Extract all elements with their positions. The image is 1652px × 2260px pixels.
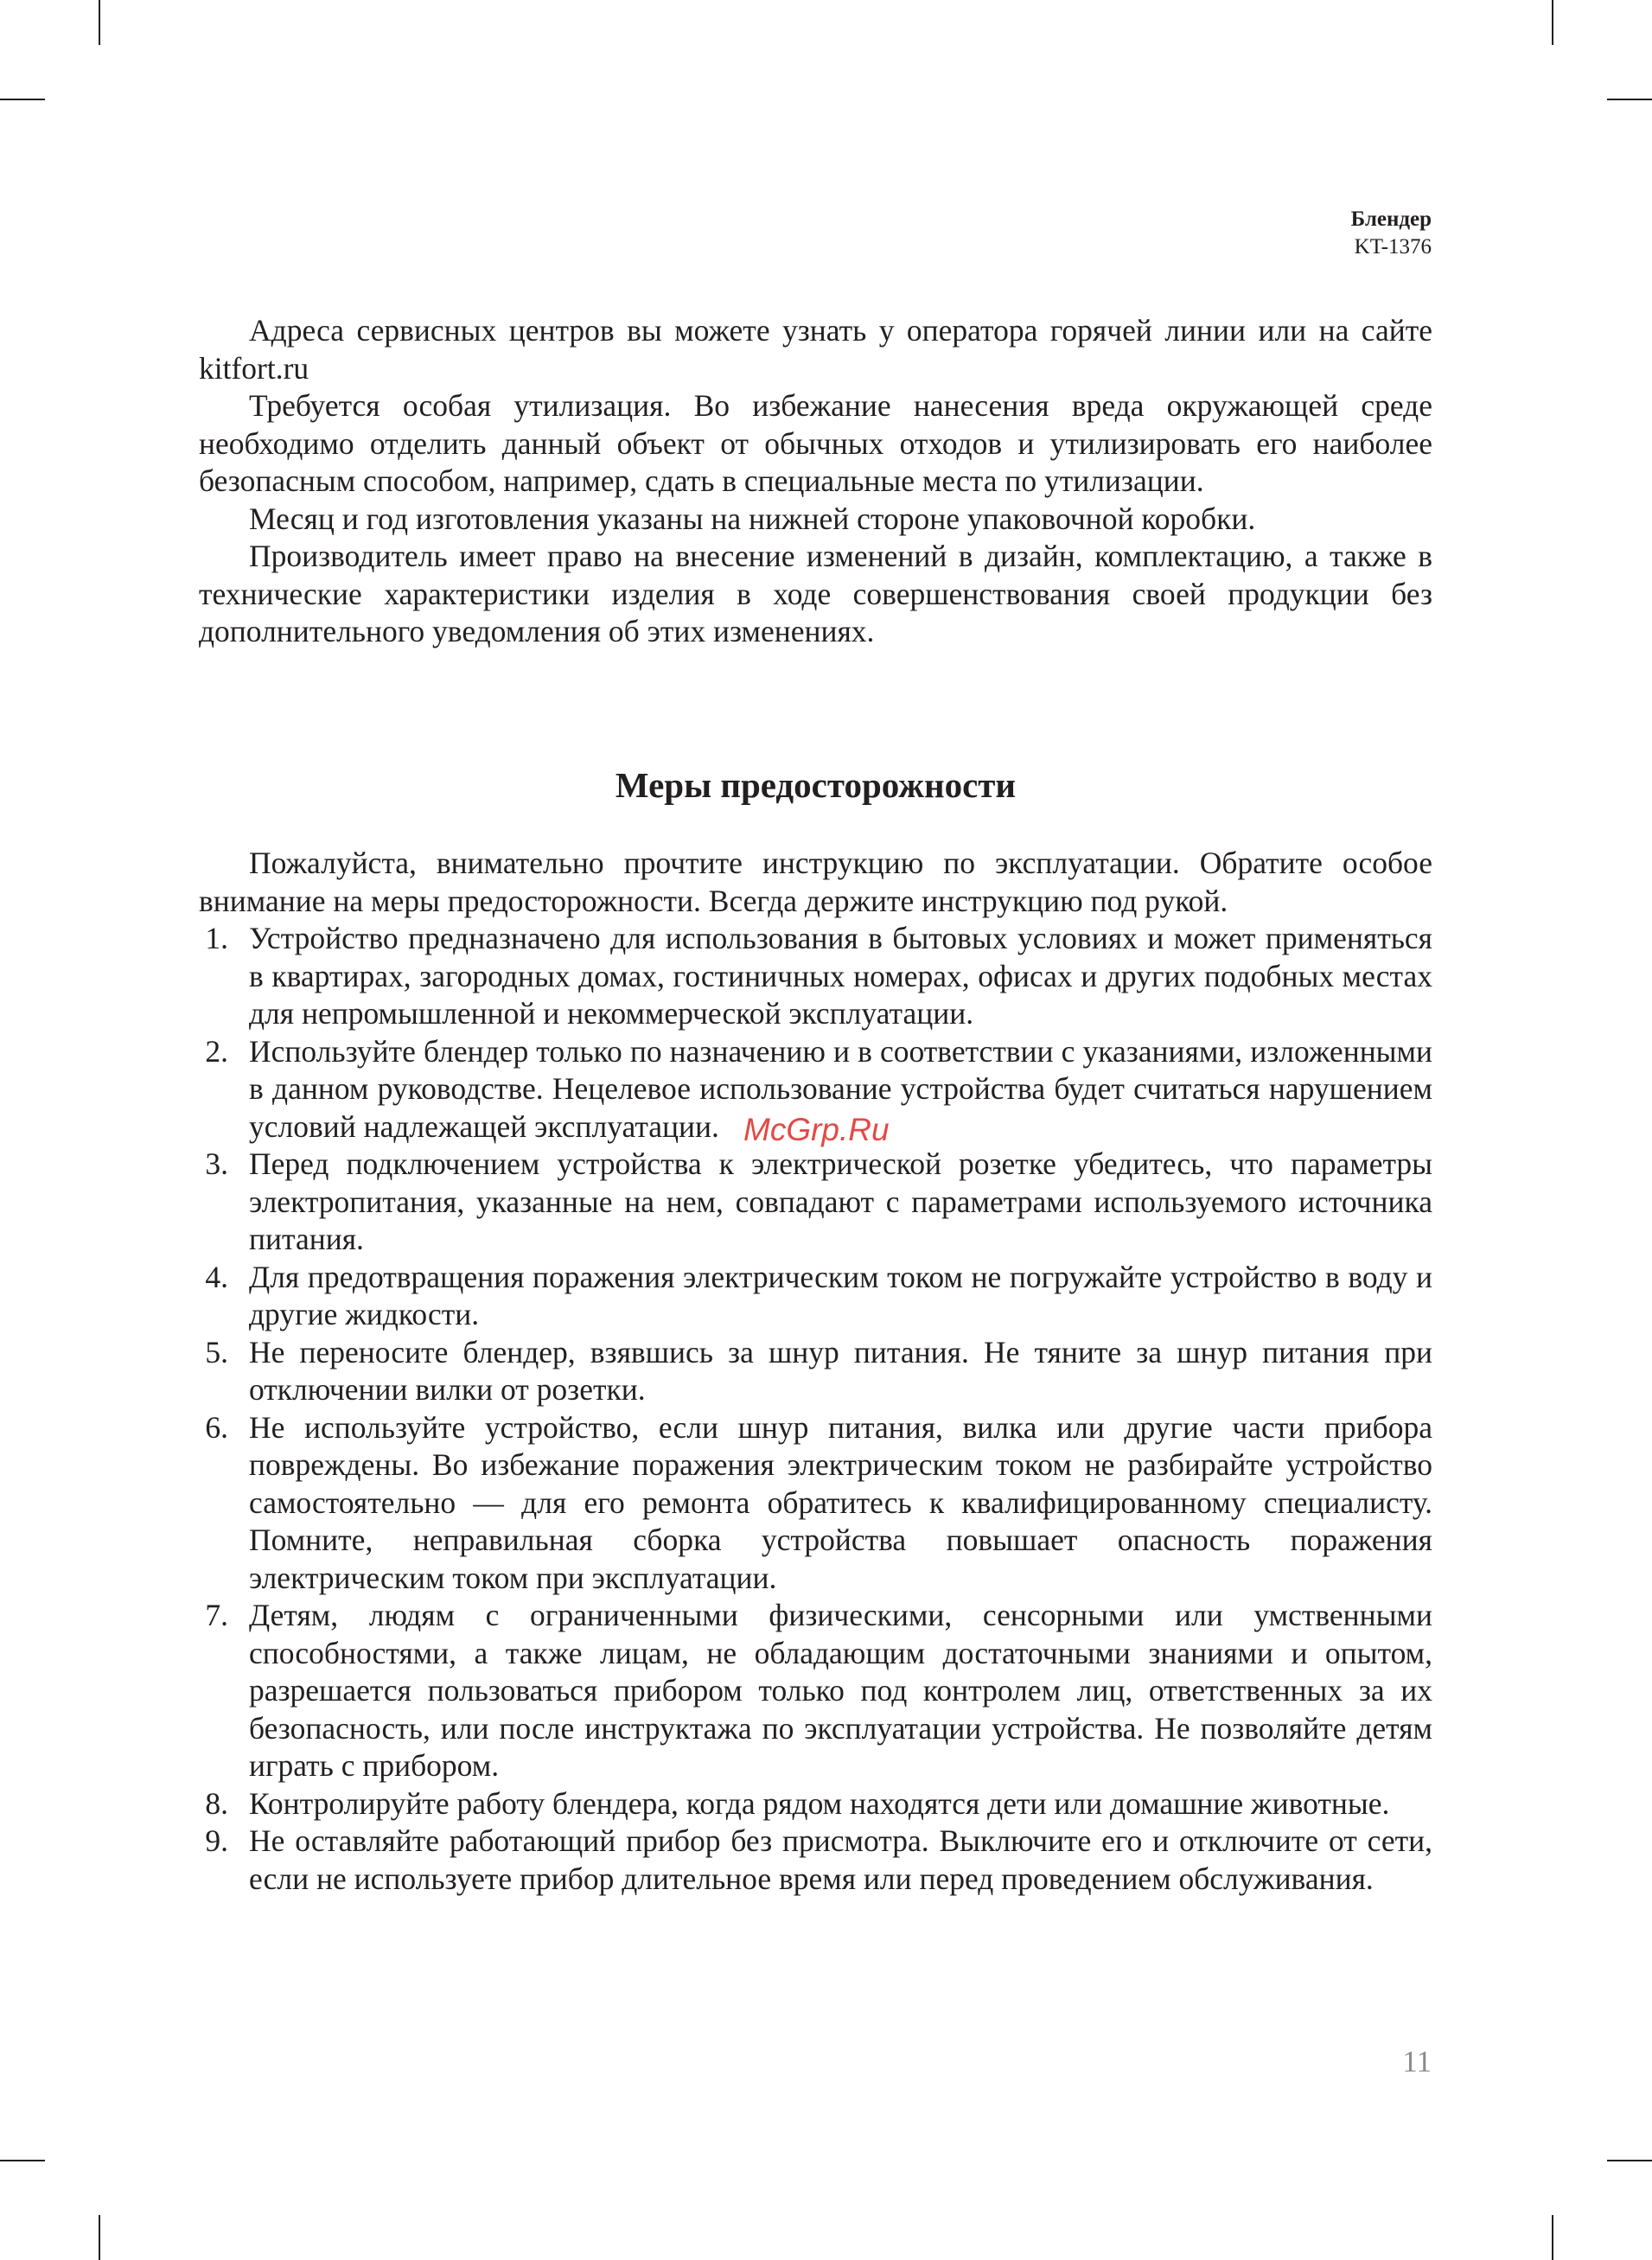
item-number: 6. bbox=[205, 1409, 228, 1445]
crop-mark-top-right bbox=[1552, 0, 1553, 45]
list-item bbox=[199, 1823, 1432, 1898]
paragraph: Производитель имеет право на внесение изменений в дизайн, комплектацию, а также в технические характеристики изделия в ходе совершенствования своей продукции без дополнительного уведомления об этих изменениях. bbox=[199, 539, 1432, 648]
intro-text bbox=[199, 312, 1432, 651]
paragraph: Адреса сервисных центров вы можете узнать у оператора горячей линии или на сайте kitfort.ru bbox=[199, 313, 1432, 386]
product-name: Блендер bbox=[1350, 207, 1432, 231]
precautions-section bbox=[199, 845, 1432, 1898]
item-text: Контролируйте работу блендера, когда рядом находятся дети или домашние животные. bbox=[249, 1785, 1390, 1821]
model-number: KT-1376 bbox=[1354, 235, 1432, 259]
crop-mark-bottom-right bbox=[1552, 2215, 1553, 2260]
item-text: Для предотвращения поражения электрическим током не погружайте устройство в воду и другие жидкости. bbox=[249, 1259, 1432, 1331]
crop-mark-bottom-left bbox=[0, 2160, 45, 2161]
item-number: 9. bbox=[205, 1823, 228, 1858]
item-number: 7. bbox=[205, 1598, 228, 1632]
item-text: Не используйте устройство, если шнур питания, вилка или другие части прибора повреждены. Во избежание поражения электрическим током не разбирайте устройство самостоятельно — для его ремонта обратитесь к квалифицированному специалисту. Помните, неправильная сборка устройства повышает опасность поражения электрическим током при эксплуатации. bbox=[249, 1409, 1432, 1595]
paragraph: Требуется особая утилизация. Во избежание нанесения вреда окружающей среде необходимо отделить данный объект от обычных отходов и утилизировать его наиболее безопасным способом, например, сдать в специальные места по утилизации. bbox=[199, 388, 1432, 498]
item-text: Устройство предназначено для использования в бытовых условиях и может применяться в квартирах, загородных домах, гостиничных номерах, офисах и других подобных местах для непромышленной и некоммерческой эксплуатации. bbox=[249, 921, 1432, 1031]
crop-mark-top-left bbox=[0, 99, 45, 100]
page-number: 11 bbox=[1402, 2045, 1432, 2078]
list-item bbox=[199, 920, 1432, 1033]
item-text: Не оставляйте работающий прибор без присмотра. Выключите его и отключите от сети, если не используете прибор длительное время или перед проведением обслуживания. bbox=[249, 1823, 1432, 1896]
item-text: Не переносите блендер, взявшись за шнур питания. Не тяните за шнур питания при отключении вилки от розетки. bbox=[249, 1334, 1432, 1407]
item-text: Детям, людям с ограниченными физическими, сенсорными или умственными способностями, а также лицам, не обладающим достаточными знаниями и опытом, разрешается пользоваться прибором только под контролем лиц, ответственных за их безопасность, или после инструктажа по эксплуатации устройства. Не позволяйте детям играть с прибором. bbox=[249, 1598, 1432, 1783]
section-title: Меры предосторожности bbox=[615, 765, 1017, 805]
running-header bbox=[1351, 206, 1432, 261]
list-item bbox=[199, 1785, 1432, 1823]
item-text: Перед подключением устройства к электрической розетке убедитесь, что параметры электропитания, указанные на нем, совпадают с параметрами используемого источника питания. bbox=[249, 1146, 1432, 1256]
paragraph: Месяц и год изготовления указаны на нижней стороне упаковочной коробки. bbox=[249, 501, 1256, 536]
list-item bbox=[199, 1597, 1432, 1785]
crop-mark-top-left bbox=[99, 0, 100, 45]
watermark: McGrp.Ru bbox=[743, 1112, 890, 1147]
list-item bbox=[199, 1334, 1432, 1409]
item-text: Используйте блендер только по назначению и в соответствии с указаниями, изложенными в данном руководстве. Нецелевое использование устройства будет считаться нарушением условий надлежащей эксплуатации. bbox=[249, 1033, 1432, 1144]
crop-mark-bottom-left bbox=[99, 2215, 100, 2260]
item-number: 1. bbox=[205, 921, 228, 955]
crop-mark-bottom-right bbox=[1607, 2160, 1652, 2161]
item-number: 4. bbox=[205, 1259, 228, 1294]
crop-mark-top-right bbox=[1607, 99, 1652, 100]
precautions-list bbox=[199, 920, 1432, 1898]
section-lead: Пожалуйста, внимательно прочтите инструкцию по эксплуатации. Обратите особое внимание на меры предосторожности. Всегда держите инструкцию под рукой. bbox=[199, 846, 1432, 918]
item-number: 8. bbox=[205, 1785, 228, 1821]
list-item bbox=[199, 1409, 1432, 1598]
list-item bbox=[199, 1146, 1432, 1259]
item-number: 3. bbox=[205, 1146, 228, 1181]
item-number: 5. bbox=[205, 1334, 228, 1369]
list-item bbox=[199, 1259, 1432, 1334]
item-number: 2. bbox=[205, 1033, 228, 1069]
